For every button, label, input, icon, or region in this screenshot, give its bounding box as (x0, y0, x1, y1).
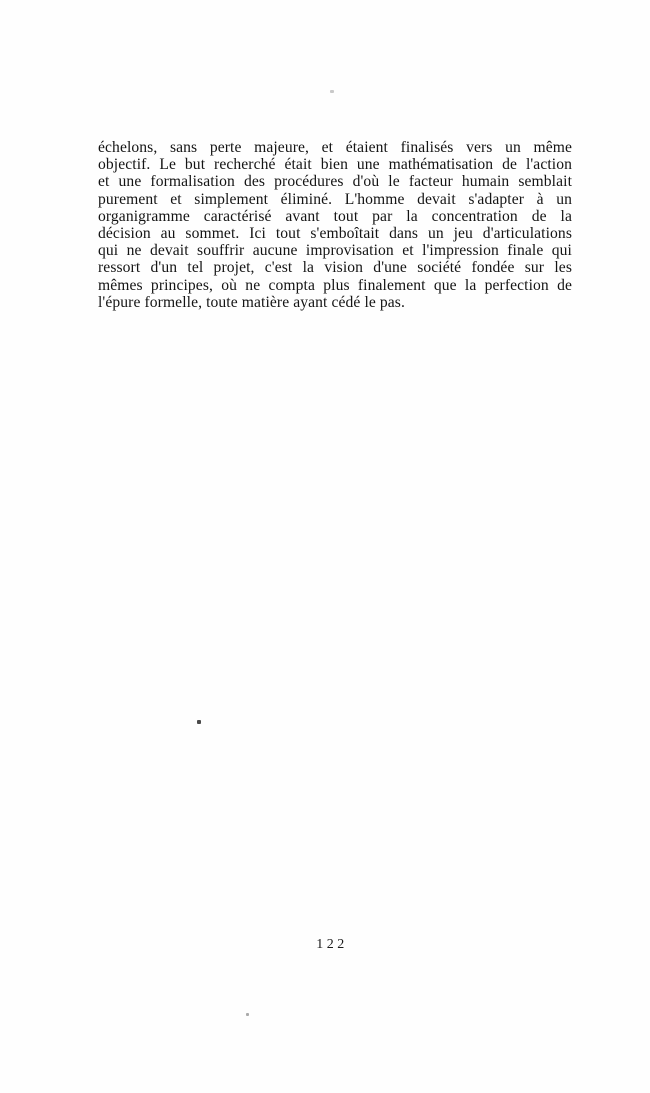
paragraph-line: organigramme caractérisé avant tout par la concentration de la (98, 207, 572, 225)
scan-speck (197, 720, 201, 724)
paragraph-line: objectif. Le but recherché était bien une mathématisation de l'action (98, 156, 572, 174)
paragraph-line: purement et simplement éliminé. L'homme devait s'adapter à un (98, 190, 572, 208)
paragraph-line: mêmes principes, où ne compta plus finalement que la perfection de (98, 276, 572, 294)
page-number: 122 (316, 937, 348, 952)
paragraph-line: décision au sommet. Ici tout s'emboîtait dans un jeu d'articulations (98, 225, 572, 243)
scan-speck (246, 1013, 249, 1016)
paragraph-line: qui ne devait souffrir aucune improvisation et l'impression finale qui (98, 242, 572, 260)
paragraph-line: l'épure formelle, toute matière ayant cédé le pas. (98, 293, 405, 311)
paragraph-line: ressort d'un tel projet, c'est la vision d'une société fondée sur les (98, 259, 572, 277)
scan-speck (330, 90, 334, 93)
paragraph-line: et une formalisation des procédures d'où le facteur humain semblait (98, 173, 572, 191)
paragraph-line: échelons, sans perte majeure, et étaient finalisés vers un même (98, 139, 572, 156)
body-paragraph (98, 139, 572, 311)
